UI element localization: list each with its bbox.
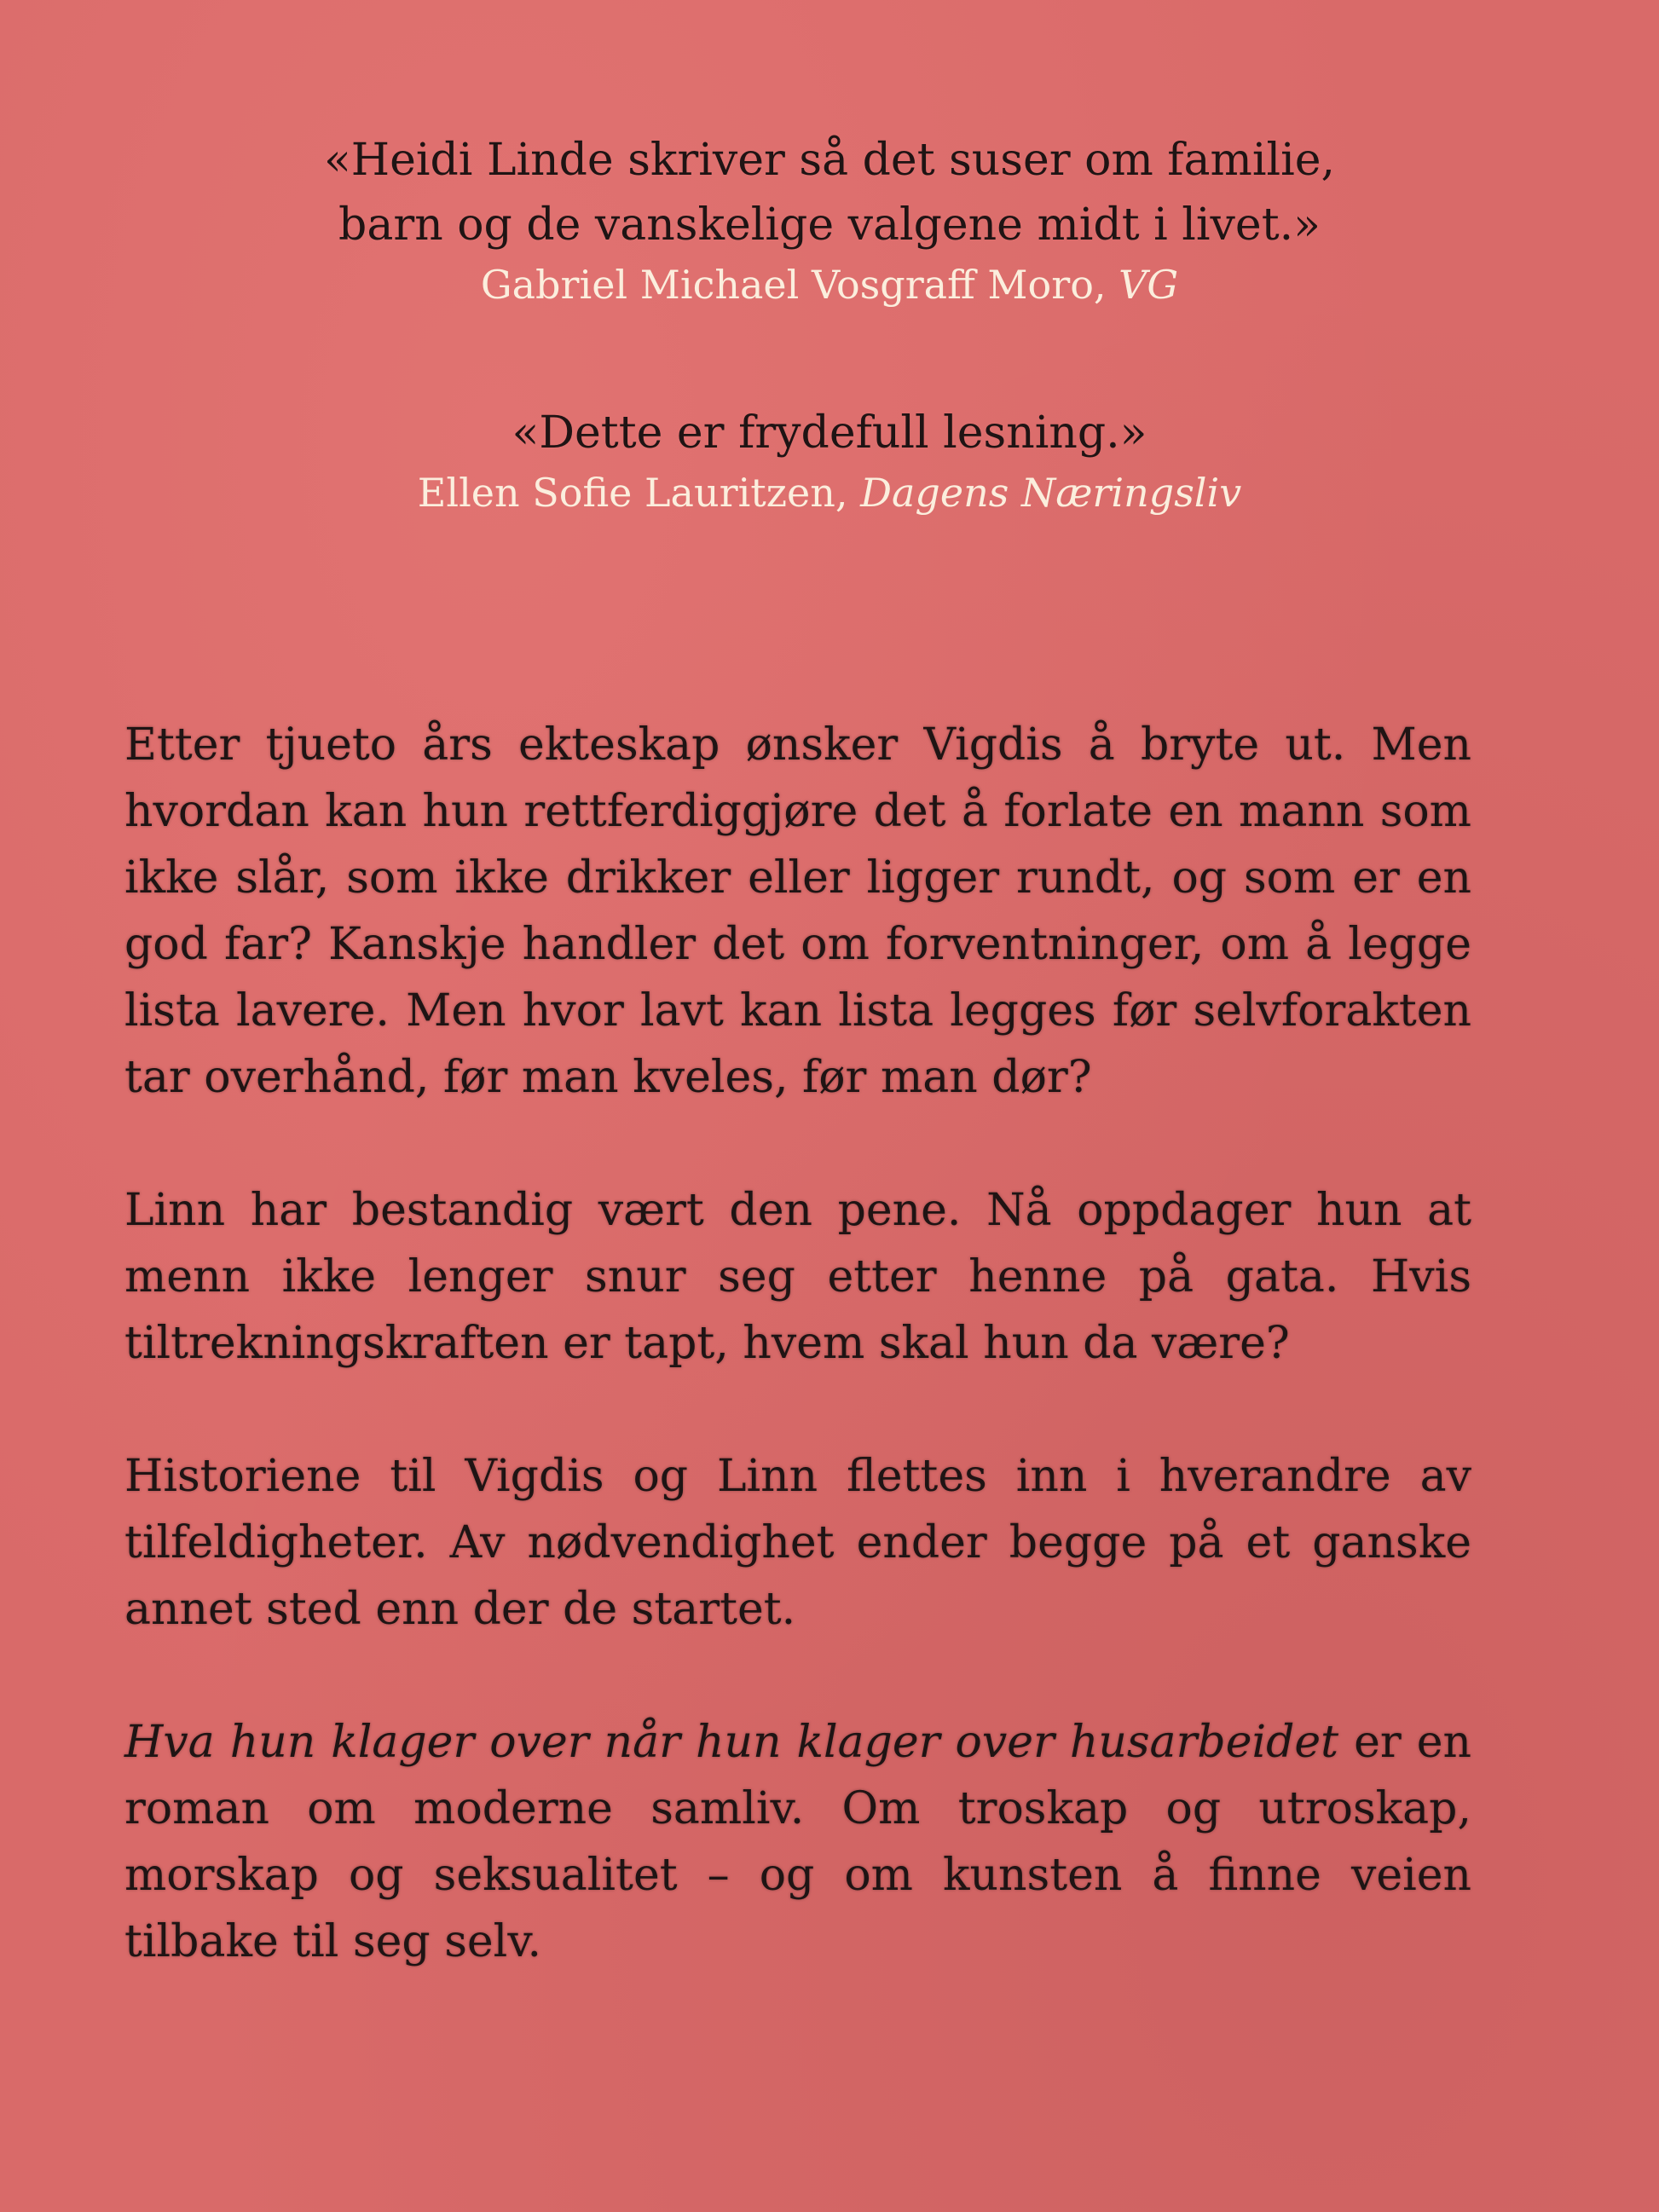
review-blurb [0, 401, 1659, 520]
review-publication: Dagens Næringsliv [860, 470, 1242, 516]
review-quote [0, 401, 1659, 465]
synopsis-text: er en roman om moderne samliv. Om troskap og utroskap, morskap og seksualitet – og om kunsten å finne veien tilbake til seg selv. [124, 1717, 1472, 1967]
review-quote-line: barn og de vanskelige valgene midt i livet.» [338, 199, 1321, 251]
synopsis-paragraph [124, 1709, 1471, 1975]
synopsis-paragraph: Etter tjueto års ekteskap ønsker Vigdis å bryte ut. Men hvordan kan hun rettferdiggjøre det å forlate en mann som ikke slår, som ikke drikker eller ligger rundt, og som er en god far? Kanskje handler det om forventninger, om å legge lista lavere. Men hvor lavt kan lista legges før selvforakten tar overhånd, før man kveles, før man dør? [124, 719, 1471, 1103]
review-source [0, 257, 1659, 312]
review-quote-line: «Dette er frydefull lesning.» [512, 407, 1147, 459]
review-publication: VG [1119, 262, 1179, 308]
synopsis [124, 712, 1471, 2042]
review-quote [0, 128, 1659, 257]
review-quote-line: «Heidi Linde skriver så det suser om familie, [323, 135, 1336, 186]
book-title: Hva hun klager over når hun klager over husarbeidet [124, 1717, 1339, 1768]
review-source [0, 465, 1659, 520]
review-author: Ellen Sofie Lauritzen, [417, 470, 861, 516]
review-blurb [0, 128, 1659, 312]
synopsis-paragraph: Linn har bestandig vært den pene. Nå oppdager hun at menn ikke lenger snur seg etter henne på gata. Hvis tiltrekningskraften er tapt, hvem skal hun da være? [124, 1185, 1471, 1369]
synopsis-paragraph: Historiene til Vigdis og Linn flettes inn i hverandre av tilfeldigheter. Av nødvendighet ender begge på et ganske annet sted enn der de startet. [124, 1451, 1471, 1635]
review-author: Gabriel Michael Vosgraff Moro, [480, 262, 1119, 308]
